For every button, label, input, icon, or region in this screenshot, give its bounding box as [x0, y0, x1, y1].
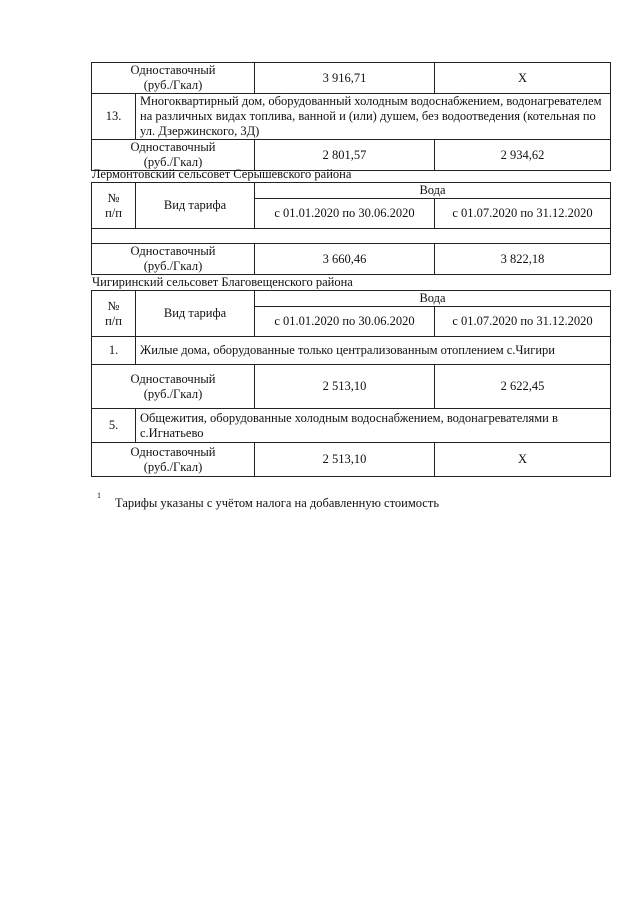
table-row [92, 94, 611, 140]
section-caption: Чигиринский сельсовет Благовещенского района [92, 275, 353, 289]
table-row [92, 409, 611, 443]
table-row-empty [92, 229, 611, 244]
table-row [92, 365, 611, 409]
column-header-period-2: с 01.07.2020 по 31.12.2020 [435, 199, 611, 229]
column-header-tariff-type: Вид тарифа [136, 291, 255, 337]
tariff-value-h1: 2 513,10 [255, 365, 435, 409]
column-header-water: Вода [255, 291, 611, 307]
footnote-text: Тарифы указаны с учётом налога на добавленную стоимость [115, 496, 440, 511]
table-row [92, 140, 611, 171]
table-row [92, 63, 611, 94]
tariff-value-h2: 2 934,62 [435, 140, 611, 171]
consumer-description: Жилые дома, оборудованные только централизованным отоплением с.Чигири [136, 337, 611, 365]
section-caption: Лермонтовский сельсовет Серышевского района [92, 167, 352, 181]
row-number: 13. [92, 94, 136, 140]
tariff-value-h2: 3 822,18 [435, 244, 611, 275]
table-row [92, 244, 611, 275]
tariff-value-h1: 2 513,10 [255, 443, 435, 477]
row-number: 1. [92, 337, 136, 365]
column-header-water: Вода [255, 183, 611, 199]
column-header-number: № п/п [92, 291, 136, 337]
tariff-label: Одноставочный (руб./Гкал) [92, 443, 255, 477]
tariff-label: Одноставочный (руб./Гкал) [92, 63, 255, 94]
tariff-table-chigirinsky [91, 290, 611, 477]
tariff-value-h2: 2 622,45 [435, 365, 611, 409]
column-header-tariff-type: Вид тарифа [136, 183, 255, 229]
empty-cell [92, 229, 611, 244]
tariff-value-h1: 2 801,57 [255, 140, 435, 171]
tariff-label: Одноставочный (руб./Гкал) [92, 140, 255, 171]
consumer-description: Общежития, оборудованные холодным водоснабжением, водонагревателями в с.Игнатьево [136, 409, 611, 443]
column-header-period-1: с 01.01.2020 по 30.06.2020 [255, 199, 435, 229]
tariff-value-h2: Х [435, 443, 611, 477]
row-number: 5. [92, 409, 136, 443]
table-row [92, 443, 611, 477]
footnote [97, 491, 440, 511]
tariff-value-h1: 3 916,71 [255, 63, 435, 94]
column-header-number: № п/п [92, 183, 136, 229]
column-header-period-1: с 01.01.2020 по 30.06.2020 [255, 307, 435, 337]
tariff-label: Одноставочный (руб./Гкал) [92, 365, 255, 409]
table-header-row [92, 183, 611, 199]
tariff-value-h2: Х [435, 63, 611, 94]
tariff-table-lermontovsky [91, 182, 611, 275]
column-header-period-2: с 01.07.2020 по 31.12.2020 [435, 307, 611, 337]
footnote-mark: 1 [97, 491, 101, 500]
tariff-label: Одноставочный (руб./Гкал) [92, 244, 255, 275]
tariff-table-continuation [91, 62, 611, 171]
table-row [92, 337, 611, 365]
tariff-value-h1: 3 660,46 [255, 244, 435, 275]
consumer-description: Многоквартирный дом, оборудованный холодным водоснабжением, водонагревателем на различных видах топлива, ванной и (или) душем, без водоотведения (котельная по ул. Дзержинского, 3Д) [136, 94, 611, 140]
table-header-row [92, 291, 611, 307]
